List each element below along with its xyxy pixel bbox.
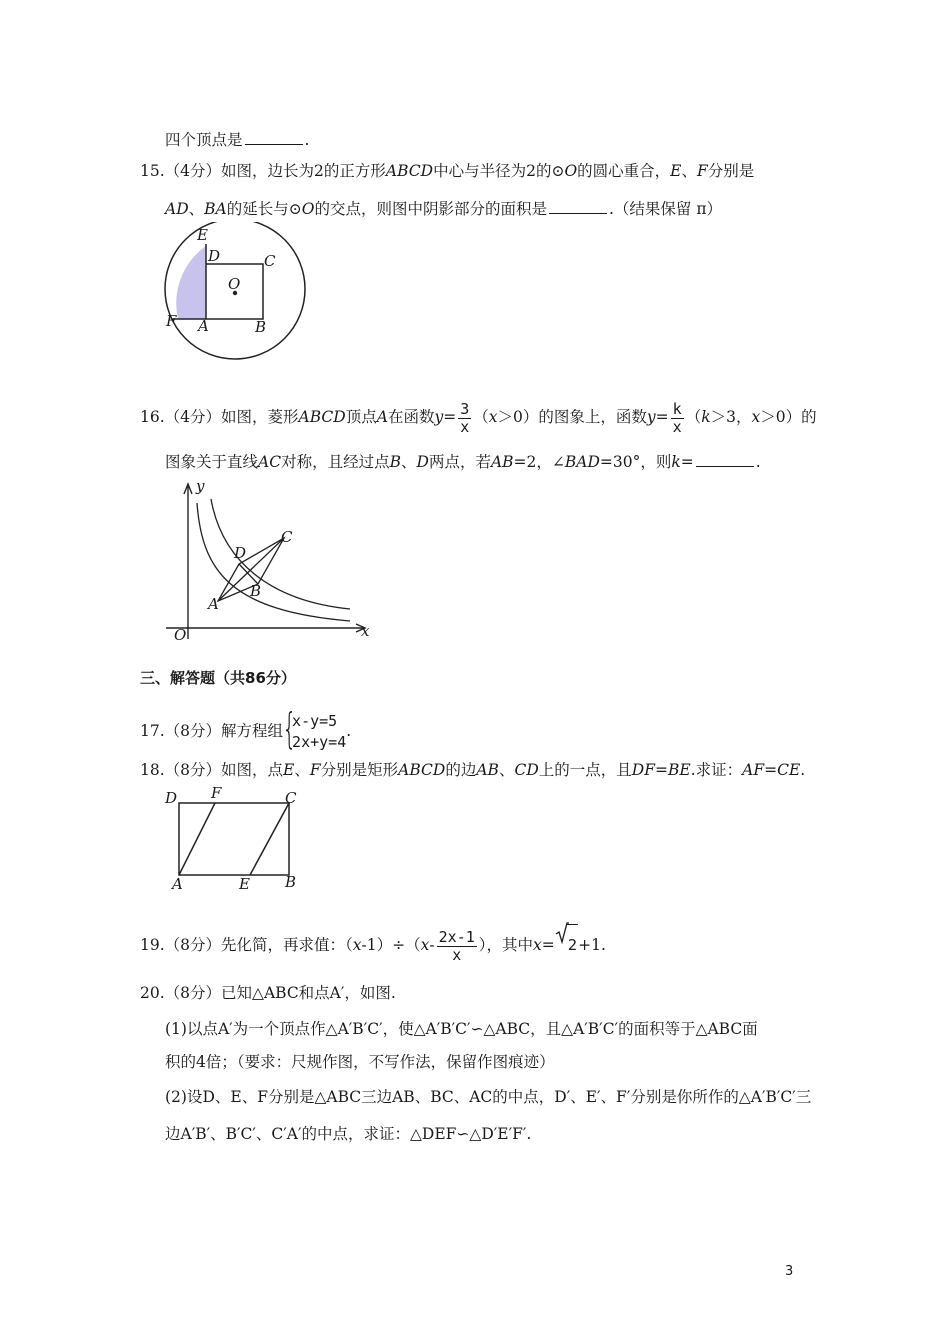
- q20-number: 20.: [140, 984, 165, 1002]
- q15-text: 、: [188, 200, 205, 218]
- q19-text: -: [429, 936, 435, 954]
- q17-number: 17.: [140, 722, 165, 740]
- q16-text: 顶点: [345, 408, 377, 426]
- q19-var: x: [352, 936, 362, 954]
- q14-text: 四个顶点是: [165, 131, 243, 149]
- q16-text: 在函数: [387, 408, 435, 426]
- denominator: x: [672, 417, 682, 436]
- q16-text: （: [473, 408, 489, 426]
- q19-text: =: [541, 936, 555, 954]
- q14-end: .: [304, 131, 310, 149]
- equation-1: x-y=5: [292, 712, 338, 730]
- q18-var: DF: [631, 761, 655, 779]
- label-y: y: [196, 477, 205, 495]
- q18-text: 的边: [445, 761, 477, 779]
- curve-k-over-x: [211, 499, 350, 609]
- answer-blank: [696, 453, 754, 467]
- q19-text: -1）÷（: [361, 936, 421, 954]
- equation-2: 2x+y=4: [292, 733, 347, 751]
- q16-text: ＞0）的: [760, 408, 817, 426]
- q16-var: y: [646, 408, 656, 426]
- q19-text: ），其中: [478, 936, 534, 954]
- q16-var: ABCD: [298, 408, 346, 426]
- q16-var: AB: [490, 453, 514, 471]
- q15-figure: [160, 222, 310, 364]
- q16-text: .: [755, 453, 761, 471]
- q16-line2: [165, 452, 761, 472]
- q15-var: O: [564, 162, 578, 180]
- q16-text: （: [685, 408, 702, 426]
- label-o: O: [228, 275, 241, 293]
- q16-var: x: [751, 408, 761, 426]
- q16-var: B: [389, 453, 401, 471]
- q18-var: F: [309, 761, 321, 779]
- sqrt-2: [555, 924, 578, 965]
- q19-score: （8分）: [164, 936, 222, 954]
- q17-end: .: [346, 722, 352, 740]
- q19-line: [140, 924, 606, 965]
- q15-text: 的圆心重合，: [577, 162, 671, 180]
- q18-text: =: [764, 761, 778, 779]
- q15-text: 如图，边长为2的正方形: [221, 162, 386, 180]
- q15-text: 分别是: [707, 162, 755, 180]
- label-c: C: [281, 528, 293, 546]
- q15-var: E: [670, 162, 682, 180]
- q16-var: A: [376, 408, 388, 426]
- q16-text: 如图，菱形: [221, 408, 299, 426]
- q16-text: =: [680, 453, 694, 471]
- q18-var: E: [283, 761, 295, 779]
- q18-var: CD: [514, 761, 539, 779]
- q15-var: AD: [165, 200, 189, 218]
- q19-var: x: [420, 936, 430, 954]
- q18-text: 上的一点，且: [538, 761, 632, 779]
- radicand: 2: [567, 924, 578, 965]
- q18-text: 分别是矩形: [320, 761, 399, 779]
- q18-var: AF: [742, 761, 765, 779]
- q16-score: （4分）: [164, 408, 222, 426]
- equation-system: [282, 704, 347, 753]
- q16-var: AC: [258, 453, 282, 471]
- label-e: E: [239, 875, 250, 893]
- q20-text: 已知△ABC和点A′，如图.: [221, 984, 396, 1002]
- q18-line: [140, 760, 805, 780]
- q19-text: +1.: [578, 936, 606, 954]
- shaded-region: [176, 246, 206, 319]
- denominator: x: [460, 417, 470, 436]
- q16-var: x: [488, 408, 498, 426]
- label-a: A: [172, 875, 183, 893]
- q16-var: BAD: [564, 453, 600, 471]
- q16-text: =2，∠: [513, 453, 565, 471]
- q16-text: 两点，若: [428, 453, 491, 471]
- q18-text: .求证：: [690, 761, 743, 779]
- q15-number: 15.: [140, 162, 165, 180]
- q18-text: =: [654, 761, 668, 779]
- q19-number: 19.: [140, 936, 165, 954]
- brace-icon: {: [282, 704, 297, 753]
- label-c: C: [264, 252, 276, 270]
- q16-number: 16.: [140, 408, 165, 426]
- label-b: B: [250, 582, 262, 600]
- section-heading: 三、解答题（共86分）: [140, 669, 296, 687]
- q18-var: BE: [667, 761, 691, 779]
- q15-line1: [140, 161, 754, 181]
- q18-number: 18.: [140, 761, 165, 779]
- q16-text: 图象关于直线: [165, 453, 259, 471]
- label-d: D: [208, 247, 221, 265]
- q15-var: ABCD: [385, 162, 434, 180]
- q15-text: .（结果保留 π）: [608, 200, 723, 218]
- q20-line2: (1)以点A′为一个顶点作△A′B′C′，使△A′B′C′∽△ABC，且△A′B′C′的面积等于△ABC面: [165, 1020, 758, 1038]
- q16-var: k: [671, 453, 681, 471]
- label-c: C: [285, 789, 297, 807]
- q20-score: （8分）: [164, 984, 222, 1002]
- q18-text: 、: [498, 761, 515, 779]
- q16-text: =: [443, 408, 457, 426]
- label-b: B: [255, 318, 267, 336]
- label-d: D: [165, 789, 178, 807]
- q15-var: O: [301, 200, 315, 218]
- label-f: F: [166, 312, 177, 330]
- q18-var: AB: [476, 761, 499, 779]
- curve-3-over-x: [197, 503, 350, 621]
- q16-text: ＞3，: [710, 408, 752, 426]
- fraction-2x-1-over-x: [437, 929, 477, 964]
- q15-text: 的延长与⊙: [226, 200, 302, 218]
- q16-line1: [140, 397, 817, 437]
- q20-line1: [140, 983, 396, 1003]
- label-x: x: [361, 622, 370, 640]
- q16-var: k: [701, 408, 711, 426]
- rectangle-abcd: [179, 803, 289, 875]
- q18-text: 如图，点: [221, 761, 284, 779]
- q20-line5: 边A′B′、B′C′、C′A′的中点，求证：△DEF∽△D′E′F′.: [165, 1125, 532, 1143]
- q16-text: =30°，则: [599, 453, 672, 471]
- numerator: 2x-1: [438, 927, 475, 946]
- q16-var: D: [416, 453, 429, 471]
- label-a: A: [198, 317, 209, 335]
- q20-line4: (2)设D、E、F分别是△ABC三边AB、BC、AC的中点，D′、E′、F′分别是你所作的△A′B′C′三: [165, 1088, 812, 1106]
- fraction-3-over-x: [458, 401, 471, 436]
- denominator: x: [452, 945, 462, 964]
- numerator: 3: [460, 399, 470, 418]
- numerator: k: [672, 399, 682, 418]
- q18-text: 、: [294, 761, 310, 779]
- q16-text: ＞0）的图象上，函数: [497, 408, 647, 426]
- q18-score: （8分）: [164, 761, 222, 779]
- q16-text: 对称，且经过点: [281, 453, 390, 471]
- q19-text: 先化简，再求值：（: [221, 936, 353, 954]
- q15-text: 、: [681, 162, 698, 180]
- label-a: A: [208, 595, 219, 613]
- label-e: E: [197, 226, 208, 244]
- answer-blank: [549, 200, 607, 214]
- answer-blank: [245, 131, 303, 145]
- label-o: O: [174, 626, 187, 644]
- q18-var: ABCD: [398, 761, 446, 779]
- q16-figure: [160, 476, 380, 646]
- q15-text: 中心与半径为2的⊙: [433, 162, 565, 180]
- label-b: B: [285, 873, 297, 891]
- q17-score: （8分）: [164, 722, 222, 740]
- radical-icon: [555, 922, 569, 944]
- q18-var: CE: [777, 761, 801, 779]
- q20-line3: 积的4倍；（要求：尺规作图，不写作法，保留作图痕迹）: [165, 1053, 555, 1071]
- q17-line: [140, 704, 352, 753]
- label-f: F: [211, 784, 222, 802]
- q14-tail: [165, 130, 309, 150]
- page-number: 3: [785, 1264, 794, 1279]
- q19-var: x: [533, 936, 542, 954]
- q15-var: BA: [204, 200, 227, 218]
- q15-line2: [165, 199, 722, 219]
- q15-score: （4分）: [164, 162, 222, 180]
- label-d: D: [234, 544, 247, 562]
- q18-text: .: [800, 761, 806, 779]
- q16-text: =: [655, 408, 669, 426]
- q16-text: 、: [400, 453, 417, 471]
- q18-figure: [160, 784, 310, 894]
- fraction-k-over-x: [671, 401, 684, 436]
- segment-ce: [250, 803, 289, 875]
- q15-var: F: [697, 162, 708, 180]
- q17-text: 解方程组: [221, 722, 284, 740]
- q15-text: 的交点，则图中阴影部分的面积是: [314, 200, 547, 218]
- segment-af: [179, 803, 215, 875]
- q16-var: y: [434, 408, 444, 426]
